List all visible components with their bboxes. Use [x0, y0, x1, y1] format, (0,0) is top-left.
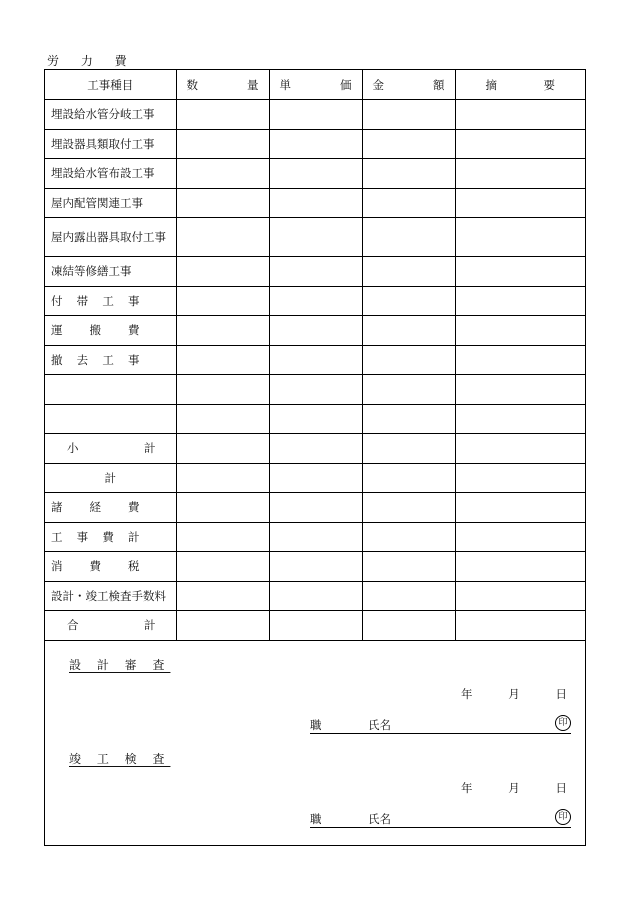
quantity-cell [176, 316, 269, 346]
unit-price-cell [269, 316, 362, 346]
amount-cell [362, 188, 455, 218]
row-item-label: 屋内露出器具取付工事 [45, 218, 176, 257]
amount-cell [362, 522, 455, 552]
unit-price-cell [269, 611, 362, 641]
table-row [45, 188, 585, 218]
amount-cell [362, 100, 455, 130]
header-note: 摘 要 [455, 70, 585, 100]
quantity-cell [176, 129, 269, 159]
row-item-label: 撤 去 工 事 [45, 345, 176, 375]
amount-cell [362, 159, 455, 189]
note-cell [455, 434, 585, 464]
completion-inspection-signature-line [310, 811, 571, 828]
note-cell [455, 316, 585, 346]
quantity-cell [176, 345, 269, 375]
row-item-label [45, 375, 176, 405]
table-row [45, 129, 585, 159]
design-review-title: 設 計 審 査 [69, 658, 171, 672]
amount-cell [362, 581, 455, 611]
table-row [45, 257, 585, 287]
row-item-label: 工 事 費 計 [45, 522, 176, 552]
row-item-label: 合 計 [45, 611, 176, 641]
note-cell [455, 404, 585, 434]
amount-cell [362, 218, 455, 257]
table-row [45, 100, 585, 130]
row-item-label: 屋内配管関連工事 [45, 188, 176, 218]
table-row [45, 218, 585, 257]
unit-price-cell [269, 218, 362, 257]
labor-cost-table [45, 70, 585, 641]
table-row [45, 404, 585, 434]
table-row [45, 286, 585, 316]
amount-cell [362, 286, 455, 316]
row-item-label: 運 搬 費 [45, 316, 176, 346]
amount-cell [362, 375, 455, 405]
table-row [45, 463, 585, 493]
completion-inspection-date: 年 月 日 [461, 781, 567, 795]
note-cell [455, 552, 585, 582]
table-row [45, 493, 585, 523]
note-cell [455, 100, 585, 130]
unit-price-cell [269, 552, 362, 582]
quantity-cell [176, 100, 269, 130]
completion-inspection-title: 竣 工 検 査 [69, 752, 171, 766]
note-cell [455, 493, 585, 523]
unit-price-cell [269, 404, 362, 434]
unit-price-cell [269, 581, 362, 611]
signature-area [45, 639, 585, 845]
quantity-cell [176, 375, 269, 405]
note-cell [455, 188, 585, 218]
amount-cell [362, 611, 455, 641]
note-cell [455, 375, 585, 405]
quantity-cell [176, 522, 269, 552]
row-item-label: 設計・竣工検査手数料 [45, 581, 176, 611]
note-cell [455, 218, 585, 257]
amount-cell [362, 316, 455, 346]
design-review-name-label: 氏名 [368, 718, 391, 732]
table-row [45, 522, 585, 552]
unit-price-cell [269, 188, 362, 218]
unit-price-cell [269, 159, 362, 189]
quantity-cell [176, 404, 269, 434]
header-amount: 金 額 [362, 70, 455, 100]
unit-price-cell [269, 286, 362, 316]
note-cell [455, 463, 585, 493]
labor-cost-form [44, 69, 586, 846]
table-row [45, 581, 585, 611]
quantity-cell [176, 159, 269, 189]
table-header-row [45, 70, 585, 100]
quantity-cell [176, 581, 269, 611]
amount-cell [362, 463, 455, 493]
row-item-label: 付 帯 工 事 [45, 286, 176, 316]
unit-price-cell [269, 257, 362, 287]
quantity-cell [176, 463, 269, 493]
note-cell [455, 286, 585, 316]
row-item-label: 埋設給水管布設工事 [45, 159, 176, 189]
completion-inspection-name-label: 氏名 [368, 812, 391, 826]
quantity-cell [176, 286, 269, 316]
quantity-cell [176, 493, 269, 523]
table-row [45, 434, 585, 464]
row-item-label: 消 費 税 [45, 552, 176, 582]
design-review-date: 年 月 日 [461, 687, 567, 701]
unit-price-cell [269, 100, 362, 130]
note-cell [455, 345, 585, 375]
amount-cell [362, 493, 455, 523]
design-review-signature-line [310, 717, 571, 734]
row-item-label: 諸 経 費 [45, 493, 176, 523]
unit-price-cell [269, 493, 362, 523]
amount-cell [362, 257, 455, 287]
header-quantity: 数 量 [176, 70, 269, 100]
quantity-cell [176, 611, 269, 641]
row-item-label: 埋設器具類取付工事 [45, 129, 176, 159]
quantity-cell [176, 434, 269, 464]
note-cell [455, 129, 585, 159]
amount-cell [362, 404, 455, 434]
unit-price-cell [269, 463, 362, 493]
amount-cell [362, 129, 455, 159]
row-item-label: 埋設給水管分岐工事 [45, 100, 176, 130]
row-item-label: 凍結等修繕工事 [45, 257, 176, 287]
quantity-cell [176, 218, 269, 257]
note-cell [455, 581, 585, 611]
design-review-seal-icon: 印 [555, 715, 571, 731]
quantity-cell [176, 552, 269, 582]
note-cell [455, 257, 585, 287]
unit-price-cell [269, 522, 362, 552]
completion-inspection-seal-icon: 印 [555, 809, 571, 825]
note-cell [455, 159, 585, 189]
unit-price-cell [269, 129, 362, 159]
amount-cell [362, 552, 455, 582]
table-row [45, 552, 585, 582]
row-item-label: 小 計 [45, 434, 176, 464]
row-item-label: 計 [45, 463, 176, 493]
table-row [45, 316, 585, 346]
unit-price-cell [269, 345, 362, 375]
note-cell [455, 522, 585, 552]
design-review-role-label: 職 [310, 718, 322, 732]
table-row [45, 611, 585, 641]
table-row [45, 345, 585, 375]
table-row [45, 375, 585, 405]
quantity-cell [176, 188, 269, 218]
header-unit-price: 単 価 [269, 70, 362, 100]
note-cell [455, 611, 585, 641]
table-row [45, 159, 585, 189]
quantity-cell [176, 257, 269, 287]
header-item: 工事種目 [45, 70, 176, 100]
row-item-label [45, 404, 176, 434]
completion-inspection-role-label: 職 [310, 812, 322, 826]
page-title: 労 力 費 [47, 54, 136, 68]
amount-cell [362, 434, 455, 464]
unit-price-cell [269, 434, 362, 464]
unit-price-cell [269, 375, 362, 405]
amount-cell [362, 345, 455, 375]
